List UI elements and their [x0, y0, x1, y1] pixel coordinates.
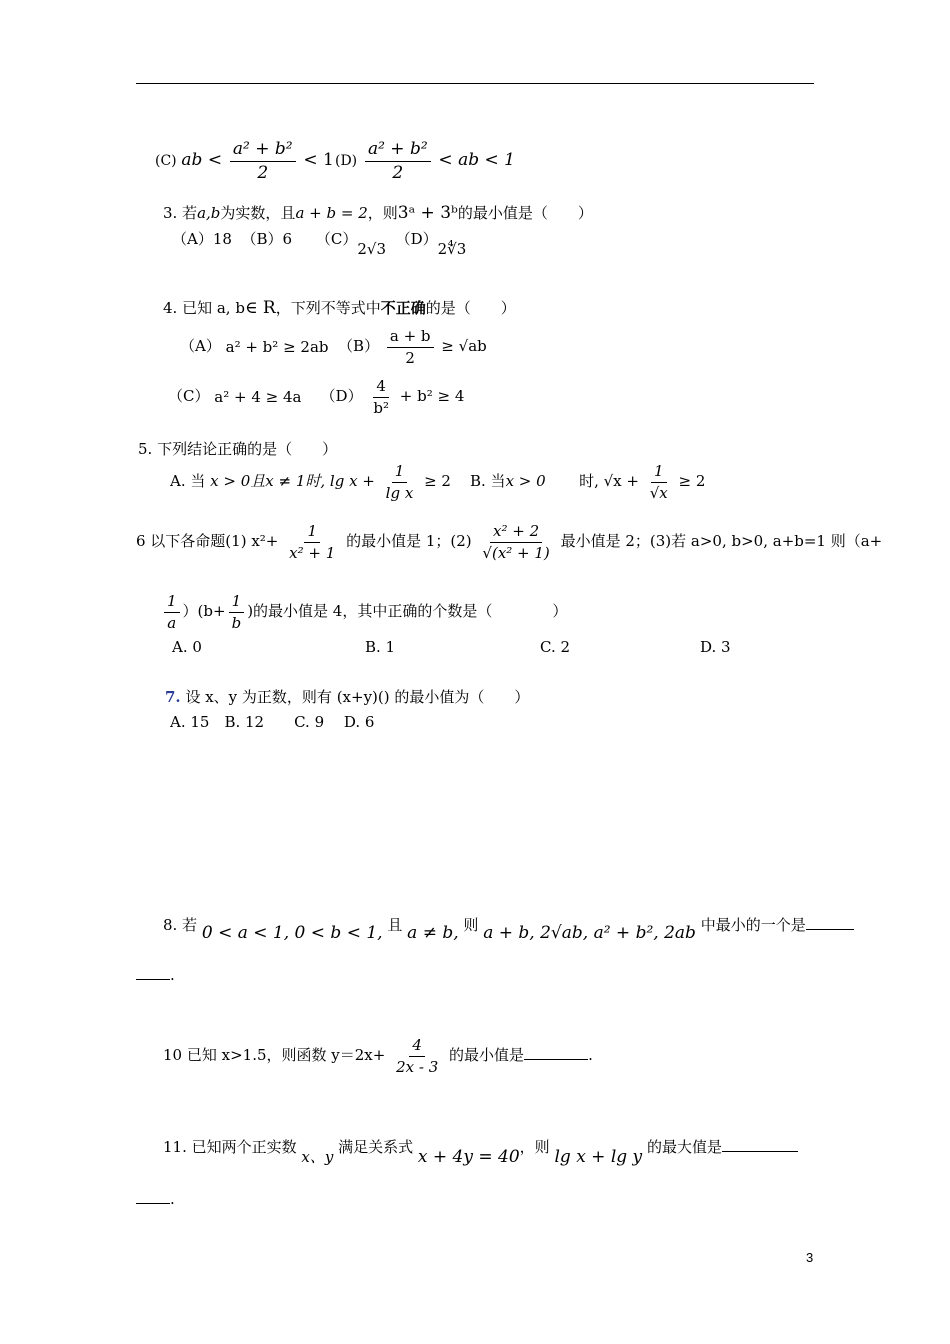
q2-option-c: (C) ab < $\frac{\text{a² + b²}}{2}$ < 1 [155, 139, 334, 183]
page-number: 3 [806, 1250, 814, 1265]
q6-stem-line1: 6 以下各命题(1) x²+ $\frac{1}{\text{x² + 1}}$ 的最小值是 1；(2) $\frac{\text{x² + 2}}{\text{√(x² + 1)}}$ 最小值是 2；(3)若 a>0, b>0, a+b=1 则（a+ [136, 522, 883, 562]
q10-stem: 10 已知 x>1.5，则函数 y＝2x+ $\frac{4}{2x - 3}$ 的最小值是 . [163, 1036, 593, 1076]
q8-stem: 8. 若 0 < a < 1, 0 < b < 1, 且 a ≠ b, 则 a + b, 2√ab, a² + b², 2ab 中最小的一个是 [163, 915, 854, 935]
q5-option-b: B. 当x > 0 时, √x + $\frac{1}{√x}$ ≥ 2 [470, 462, 706, 502]
q4-options-ab: （A） a² + b² ≥ 2ab （B） $\frac{a + b}{2}$ ≥ √ab [180, 327, 487, 367]
q3-options: （A）18 （B）6 （C）2√3 （D）2∜3 [172, 230, 467, 258]
q6-option-b: B. 1 [365, 638, 396, 656]
q6-option-c: C. 2 [540, 638, 571, 656]
q11-blank-continued: . [136, 1190, 175, 1208]
q7-stem: 7. 设 x、y 为正数，则有 (x+y)() 的最小值为（ ） [165, 688, 530, 706]
q5-stem: 5. 下列结论正确的是（ ） [138, 440, 338, 458]
q5-option-a: A. 当 x > 0且x ≠ 1时, lg x + $\frac{1}{\text{lg x}}$ ≥ 2 [170, 462, 451, 502]
q6-stem-line2: $\frac{1}{a}$ ）(b+ $\frac{1}{b}$ )的最小值是 4，其中正确的个数是（ ） [164, 593, 567, 631]
q2-option-d: (D) $\frac{\text{a² + b²}}{2}$ < ab < 1 [335, 139, 515, 183]
q6-option-d: D. 3 [700, 638, 731, 656]
q8-blank-continued: . [136, 966, 175, 984]
q4-options-cd: （C） a² + 4 ≥ 4a （D） $\frac{4}{\text{b²}}$ + b² ≥ 4 [168, 377, 465, 417]
q11-stem: 11. 已知两个正实数 x、y 满足关系式 x + 4y = 40，则 lg x + lg y 的最大值是 [163, 1137, 798, 1157]
q4-stem: 4. 已知 a, b∈ R，下列不等式中不正确的是（ ） [163, 298, 516, 318]
q6-option-a: A. 0 [172, 638, 202, 656]
q7-options: A. 15 B. 12 C. 9 D. 6 [170, 713, 375, 731]
q3-stem: 3. 若a,b为实数，且a + b = 2，则3ᵃ + 3ᵇ的最小值是（ ） [163, 203, 593, 223]
header-rule [136, 83, 814, 84]
